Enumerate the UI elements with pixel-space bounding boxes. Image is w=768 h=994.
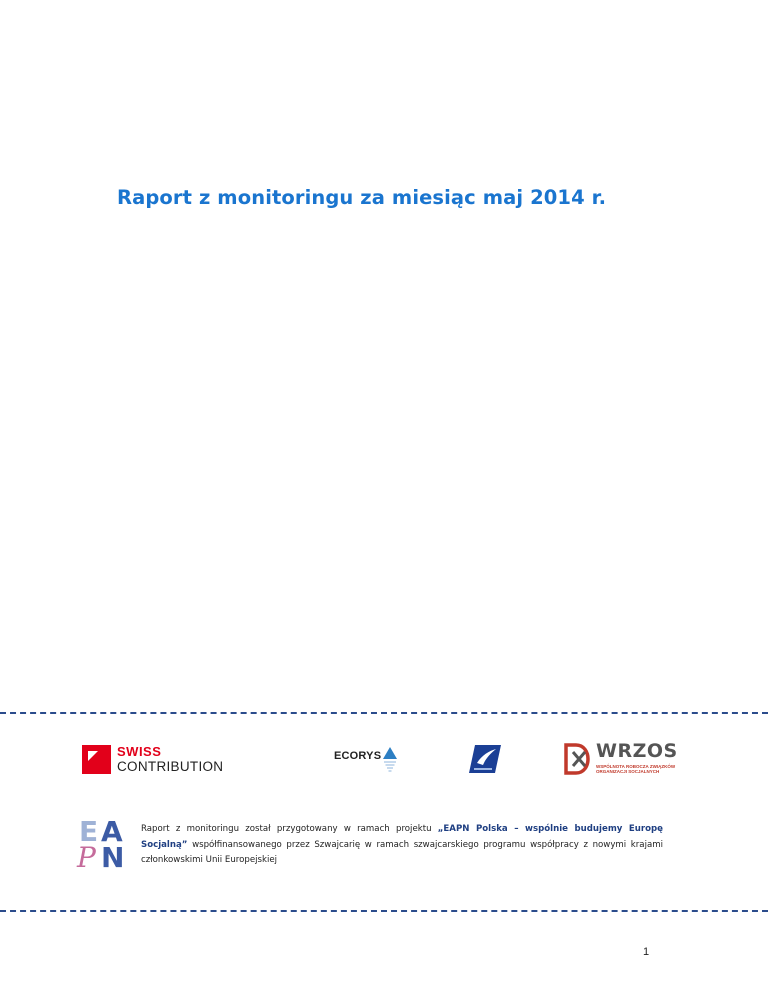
ecorys-triangle-icon bbox=[383, 747, 397, 773]
swiss-logo-line2: CONTRIBUTION bbox=[117, 759, 224, 774]
swiss-logo-line1: SWISS bbox=[117, 744, 162, 759]
wrzos-logo-subtitle-2: ORGANIZACJI SOCJALNYCH bbox=[596, 769, 660, 774]
footnote-project-name: „EAPN Polska – wspólnie budujemy Europę Socjalną” bbox=[141, 824, 663, 850]
eapn-letter-p: P bbox=[77, 841, 96, 874]
footnote-text-1: Raport z monitoringu został przygotowany w ramach projektu bbox=[141, 824, 438, 834]
wrzos-logo-subtitle-1: WSPÓLNOTA ROBOCZA ZWIĄZKÓW bbox=[596, 764, 676, 769]
footnote-text-2: współfinansowanego przez Szwajcarię w ramach szwajcarskiego programu współpracy z nowymi krajami członkowskimi Unii Europejskiej bbox=[141, 839, 663, 865]
wrzos-logo-text: WRZOS bbox=[596, 740, 678, 762]
eapn-letter-n: N bbox=[101, 841, 125, 874]
separator-bottom bbox=[0, 910, 768, 912]
eapn-logo bbox=[73, 815, 129, 874]
document-title: Raport z monitoringu za miesiąc maj 2014 r. bbox=[117, 186, 607, 209]
partner-bird-logo-icon bbox=[469, 745, 501, 773]
eapn-letter-e: E bbox=[79, 815, 99, 848]
separator-top bbox=[0, 712, 768, 714]
wrzos-mark-icon bbox=[564, 743, 594, 775]
swiss-mark-icon bbox=[82, 745, 111, 774]
ecorys-logo-text: ECORYS bbox=[334, 750, 382, 762]
project-footnote bbox=[141, 822, 663, 869]
page-number: 1 bbox=[643, 946, 650, 958]
eapn-letter-a: A bbox=[101, 815, 123, 848]
